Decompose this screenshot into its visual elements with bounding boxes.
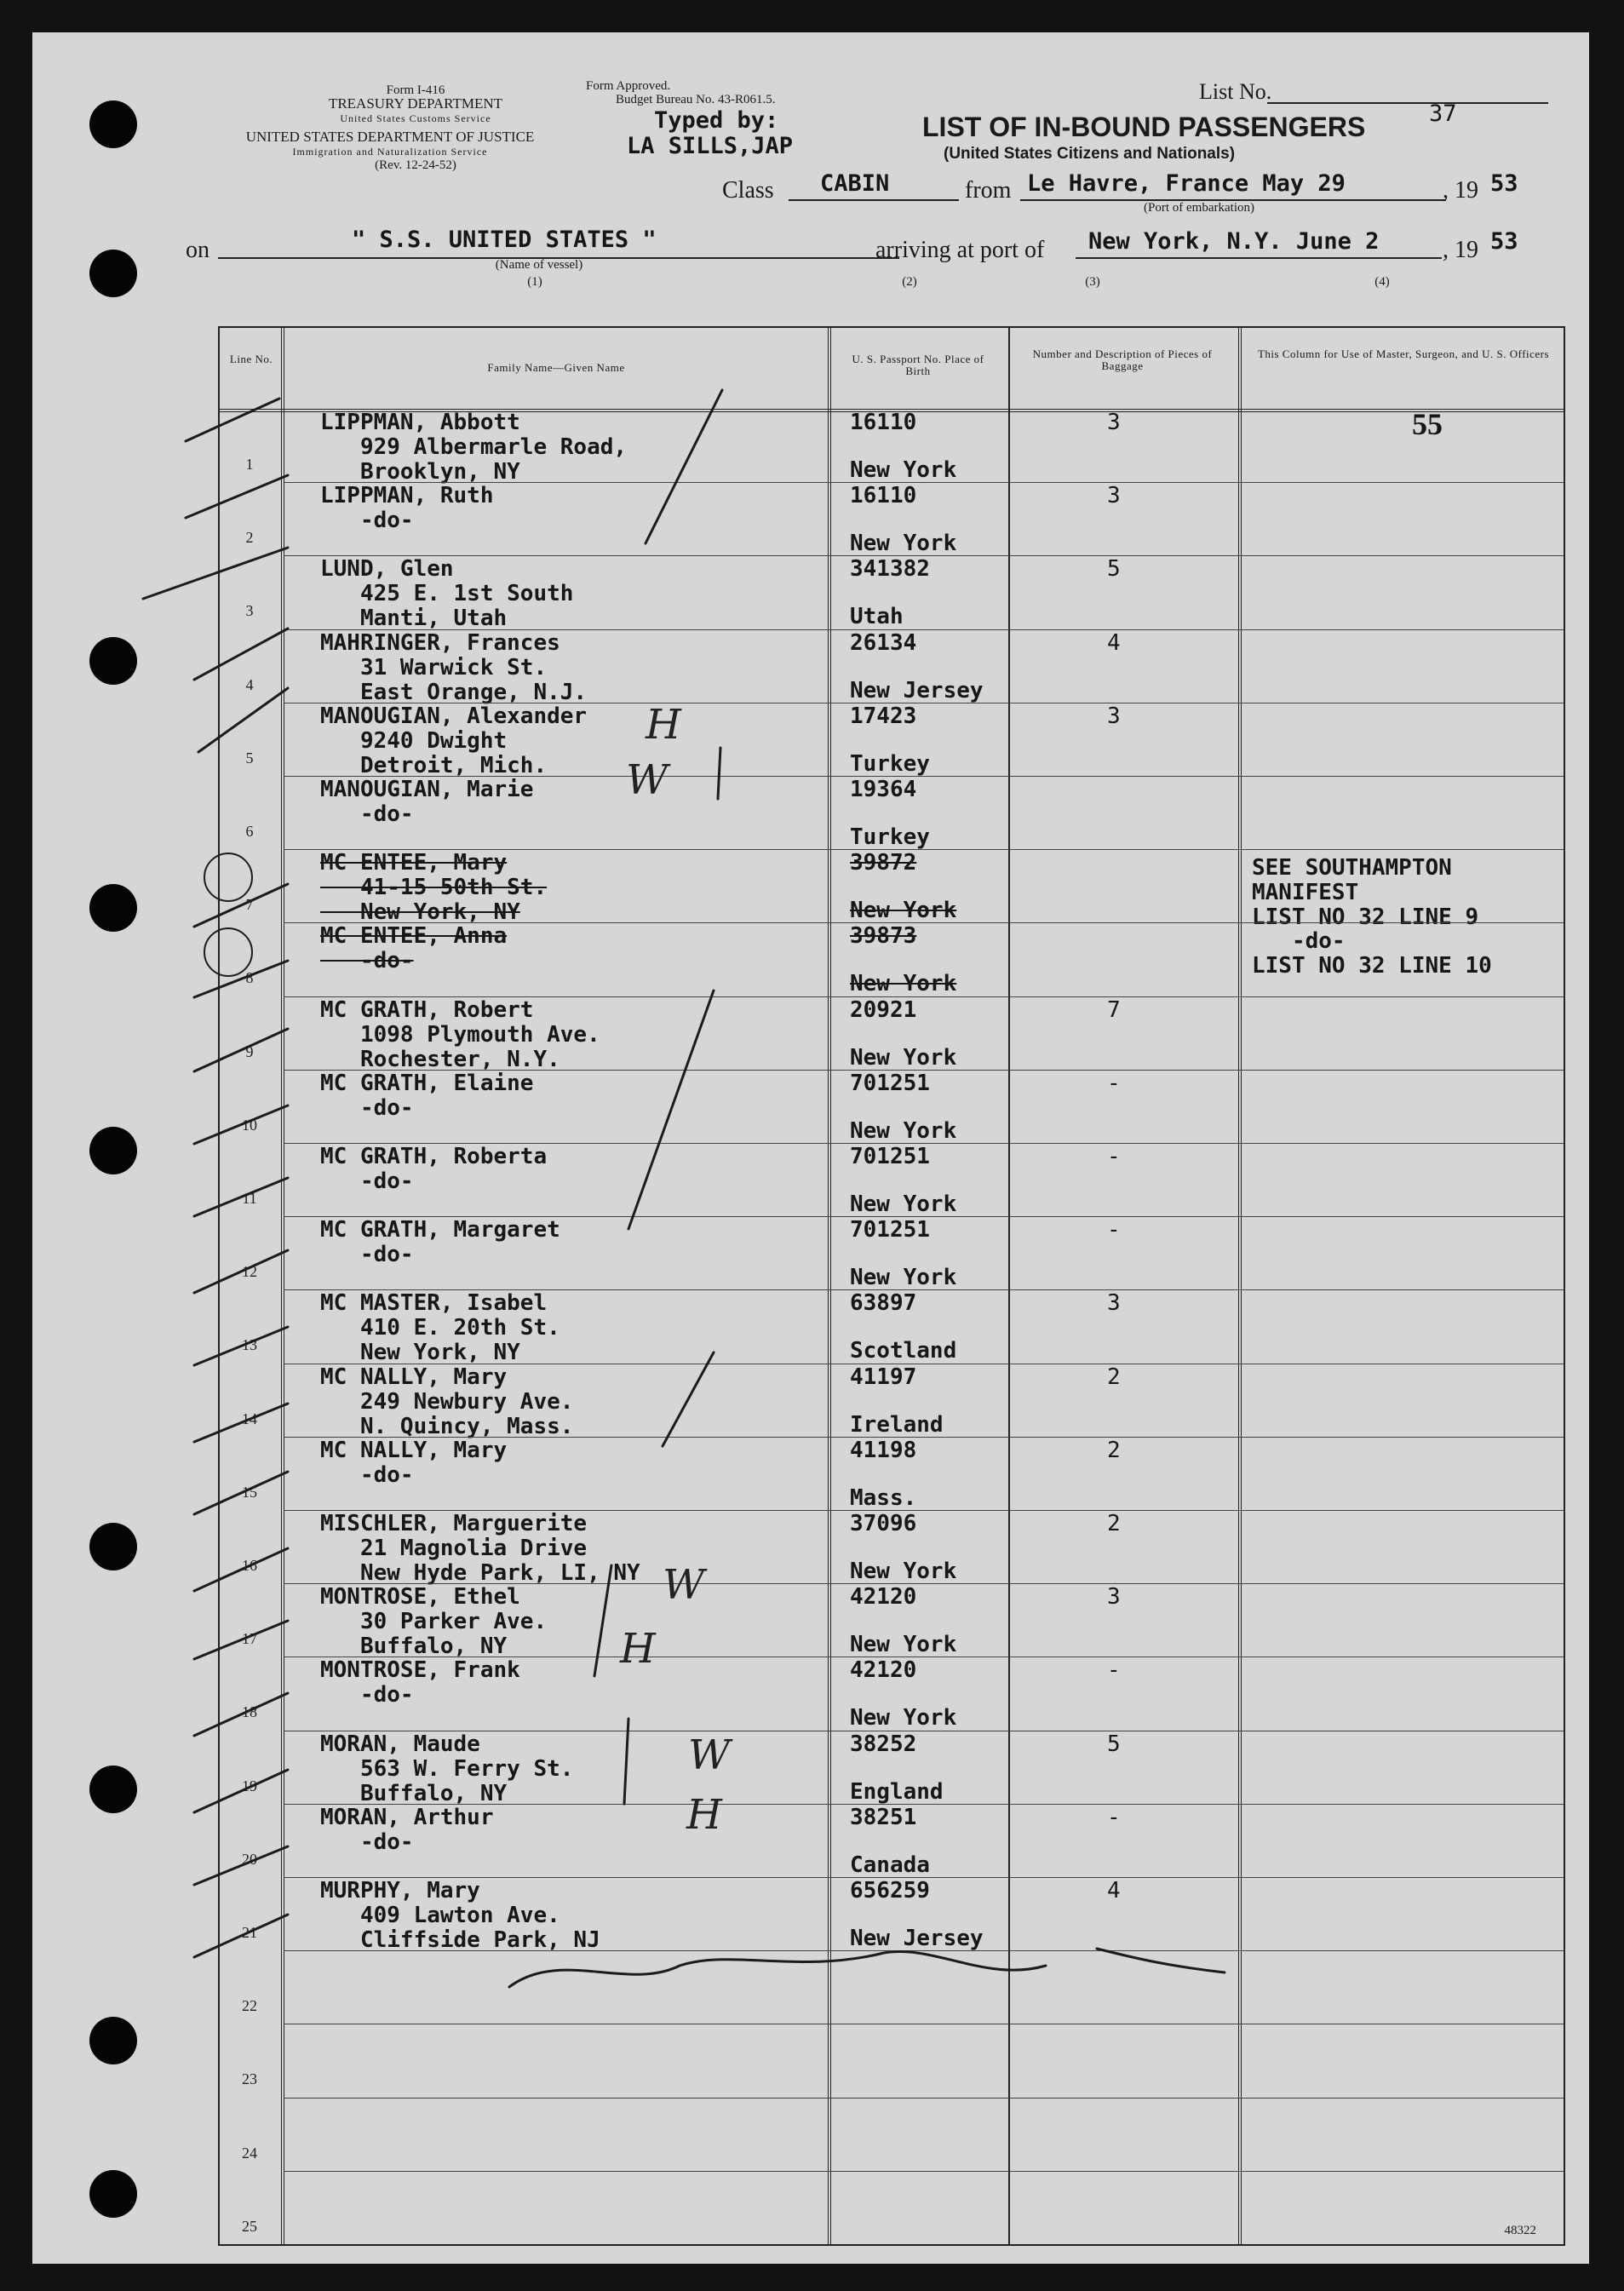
from-label: from [965, 177, 1012, 204]
treasury-dept: TREASURY DEPARTMENT [328, 95, 503, 112]
class-label: Class [722, 177, 774, 204]
handwritten-h: H [686, 1791, 722, 1839]
line-number: 1 [245, 456, 254, 473]
baggage-count: 7 [1107, 996, 1121, 1023]
line-number: 22 [242, 1997, 257, 2015]
place-of-birth: New York [850, 531, 957, 557]
passenger-name: MISCHLER, Marguerite 21 Magnolia Drive New Hyde Park, LI, NY [320, 1511, 640, 1586]
header-passport: U. S. Passport No. Place of Birth [852, 353, 984, 377]
passport-number: 39872 [850, 850, 917, 876]
passport-number: 38251 [850, 1804, 917, 1830]
baggage-count: 2 [1107, 1437, 1121, 1463]
class-value: CABIN [820, 170, 890, 197]
line-number: 25 [242, 2217, 257, 2235]
place-of-birth: Canada [850, 1852, 930, 1878]
col-num-1: (1) [527, 275, 542, 289]
header-baggage: Number and Description of Pieces of Baggage [1032, 347, 1213, 372]
passenger-table [218, 326, 1565, 2246]
arriving-year-prefix: , 19 [1443, 237, 1478, 263]
passport-number: 39873 [850, 923, 917, 950]
passenger-name: MONTROSE, Frank -do- [320, 1657, 520, 1708]
handwritten-w: W [688, 1731, 731, 1779]
line-number: 24 [242, 2144, 257, 2162]
baggage-count: 2 [1107, 1511, 1121, 1536]
punch-hole [89, 1766, 137, 1813]
passport-number: 38252 [850, 1731, 917, 1757]
port-embark-caption: (Port of embarkation) [1144, 201, 1254, 215]
line-number: 8 [245, 969, 254, 987]
line-number: 23 [242, 2070, 257, 2088]
manifest-title: LIST OF IN-BOUND PASSENGERS [922, 112, 1366, 142]
on-label: on [186, 237, 209, 263]
baggage-count: 3 [1107, 703, 1121, 729]
passport-number: 17423 [850, 703, 917, 729]
from-value: Le Havre, France May 29 [1027, 170, 1346, 197]
header-officers: This Column for Use of Master, Surgeon, and U. S. Officers [1257, 347, 1550, 360]
place-of-birth: New Jersey [850, 1926, 984, 1951]
passport-number: 41198 [850, 1437, 917, 1463]
form-stock-code: 48322 [1504, 2224, 1536, 2237]
passenger-name: MC NALLY, Mary 249 Newbury Ave. N. Quincy, Mass. [320, 1364, 574, 1439]
ins-service: Immigration and Naturalization Service [292, 146, 488, 158]
place-of-birth: New Jersey [850, 677, 984, 703]
passport-number: 656259 [850, 1878, 930, 1903]
line-number: 5 [245, 749, 254, 767]
line-number: 13 [242, 1336, 257, 1354]
line-number: 10 [242, 1116, 257, 1134]
passport-number: 701251 [850, 1144, 930, 1169]
vessel-caption: (Name of vessel) [495, 258, 583, 272]
line-number: 6 [245, 823, 254, 840]
manifest-page [32, 32, 1589, 2264]
handwritten-h: H [646, 701, 681, 749]
passenger-name: LIPPMAN, Abbott 929 Albermarle Road, Brooklyn, NY [320, 410, 628, 485]
baggage-count: 3 [1107, 410, 1121, 435]
passenger-name: MANOUGIAN, Alexander 9240 Dwight Detroit, Mich. [320, 703, 588, 778]
place-of-birth: New York [850, 1191, 957, 1217]
line-number: 19 [242, 1777, 257, 1794]
form-approved: Form Approved. [586, 79, 671, 93]
passenger-name: LIPPMAN, Ruth -do- [320, 483, 494, 534]
officer-note: SEE SOUTHAMPTON MANIFEST LIST NO 32 LINE 9 [1252, 855, 1479, 931]
line-number: 14 [242, 1410, 257, 1427]
arriving-value: New York, N.Y. June 2 [1088, 228, 1380, 255]
from-year: 53 [1490, 170, 1518, 197]
place-of-birth: Scotland [850, 1338, 957, 1364]
col-num-2: (2) [902, 275, 917, 289]
typed-by-value: LA SILLS,JAP [627, 133, 794, 159]
typed-by-label: Typed by: [654, 107, 779, 134]
customs-service: United States Customs Service [340, 112, 491, 124]
passport-number: 41197 [850, 1364, 917, 1390]
place-of-birth: Mass. [850, 1484, 917, 1511]
baggage-count: 4 [1107, 1878, 1121, 1903]
place-of-birth: New York [850, 1117, 957, 1144]
line-number: 18 [242, 1703, 257, 1721]
line-number: 4 [245, 675, 254, 693]
col-num-3: (3) [1085, 275, 1100, 289]
passenger-name: MC MASTER, Isabel 410 E. 20th St. New York, NY [320, 1290, 560, 1366]
officer-note: -do- LIST NO 32 LINE 10 [1252, 928, 1492, 979]
place-of-birth: Ireland [850, 1411, 944, 1438]
baggage-count: 5 [1107, 556, 1121, 583]
passport-number: 20921 [850, 996, 917, 1023]
line-number: 17 [242, 1630, 257, 1648]
handwritten-h: H [620, 1625, 656, 1673]
place-of-birth: England [850, 1778, 944, 1805]
arriving-label: arriving at port of [875, 237, 1045, 263]
passport-number: 701251 [850, 1217, 930, 1243]
passenger-name: MORAN, Maude 563 W. Ferry St. Buffalo, NY [320, 1731, 574, 1806]
passenger-name: MANOUGIAN, Marie -do- [320, 777, 534, 827]
budget-bureau: Budget Bureau No. 43-R061.5. [616, 93, 776, 106]
passenger-name: MC NALLY, Mary -do- [320, 1437, 508, 1488]
baggage-count: - [1107, 1804, 1121, 1830]
punch-hole [89, 1127, 137, 1174]
punch-hole [89, 250, 137, 297]
officer-note: 55 [1412, 407, 1443, 441]
place-of-birth: Utah [850, 604, 904, 630]
passenger-name: MC GRATH, Robert 1098 Plymouth Ave. Rochester, N.Y. [320, 996, 600, 1072]
list-no-value: 37 [1429, 100, 1457, 127]
line-number: 15 [242, 1483, 257, 1501]
baggage-count: - [1107, 1144, 1121, 1169]
revision-date: (Rev. 12-24-52) [375, 158, 456, 172]
place-of-birth: New York [850, 1559, 957, 1584]
passport-number: 16110 [850, 483, 917, 509]
justice-dept: UNITED STATES DEPARTMENT OF JUSTICE [245, 129, 535, 145]
passport-number: 63897 [850, 1290, 917, 1317]
header-line-no: Line No. [229, 353, 273, 365]
col-num-4: (4) [1374, 275, 1390, 289]
baggage-count: 4 [1107, 629, 1121, 656]
handwritten-w: W [626, 756, 669, 804]
manifest-subtitle: (United States Citizens and Nationals) [944, 145, 1236, 163]
place-of-birth: New York [850, 898, 957, 924]
passport-number: 341382 [850, 556, 930, 583]
handwritten-w: W [663, 1561, 705, 1609]
line-number: 2 [245, 529, 254, 547]
place-of-birth: New York [850, 971, 957, 997]
arriving-year: 53 [1490, 228, 1518, 255]
baggage-count: 3 [1107, 483, 1121, 509]
passenger-name: MC GRATH, Roberta -do- [320, 1144, 548, 1194]
passenger-name: MORAN, Arthur -do- [320, 1804, 494, 1855]
baggage-count: - [1107, 1217, 1121, 1243]
passenger-name: MC ENTEE, Anna -do- [320, 923, 508, 974]
line-number: 20 [242, 1850, 257, 1868]
line-number: 11 [242, 1190, 257, 1207]
passport-number: 26134 [850, 629, 917, 656]
passport-number: 701251 [850, 1070, 930, 1096]
line-number: 21 [242, 1924, 257, 1941]
passenger-name: LUND, Glen 425 E. 1st South Manti, Utah [320, 556, 574, 632]
vessel-name: " S.S. UNITED STATES " [352, 227, 657, 253]
place-of-birth: New York [850, 1632, 957, 1658]
passport-number: 19364 [850, 777, 917, 802]
place-of-birth: New York [850, 457, 957, 483]
punch-hole [89, 2170, 137, 2218]
place-of-birth: New York [850, 1265, 957, 1291]
baggage-count: 3 [1107, 1290, 1121, 1317]
form-number: Form I-416 [386, 83, 445, 97]
punch-hole [89, 637, 137, 685]
from-year-prefix: , 19 [1443, 177, 1478, 204]
place-of-birth: New York [850, 1705, 957, 1731]
place-of-birth: New York [850, 1044, 957, 1071]
line-number: 12 [242, 1263, 257, 1281]
passenger-name: MURPHY, Mary 409 Lawton Ave. Cliffside Park, NJ [320, 1878, 600, 1953]
passenger-name: MC GRATH, Elaine -do- [320, 1070, 534, 1121]
baggage-count: 2 [1107, 1364, 1121, 1390]
punch-hole [89, 884, 137, 932]
passenger-name: MONTROSE, Ethel 30 Parker Ave. Buffalo, NY [320, 1584, 548, 1660]
passenger-name: MAHRINGER, Frances 31 Warwick St. East Orange, N.J. [320, 629, 588, 705]
list-no-label: List No. [1199, 79, 1272, 104]
baggage-count: 3 [1107, 1584, 1121, 1611]
line-number: 16 [242, 1557, 257, 1574]
place-of-birth: Turkey [850, 750, 930, 777]
line-number: 7 [245, 896, 254, 914]
passenger-name: MC ENTEE, Mary 41-15 50th St. New York, NY [320, 850, 548, 926]
passenger-name: MC GRATH, Margaret -do- [320, 1217, 560, 1268]
place-of-birth: Turkey [850, 824, 930, 850]
baggage-count: - [1107, 1070, 1121, 1096]
passport-number: 42120 [850, 1584, 917, 1611]
passport-number: 37096 [850, 1511, 917, 1536]
punch-hole [89, 100, 137, 148]
passport-number: 16110 [850, 410, 917, 435]
punch-hole [89, 1523, 137, 1570]
punch-hole [89, 2017, 137, 2064]
line-number: 3 [245, 602, 254, 620]
passport-number: 42120 [850, 1657, 917, 1684]
line-number: 9 [245, 1042, 254, 1060]
header-name: Family Name—Given Name [487, 361, 625, 374]
baggage-count: 5 [1107, 1731, 1121, 1757]
baggage-count: - [1107, 1657, 1121, 1684]
